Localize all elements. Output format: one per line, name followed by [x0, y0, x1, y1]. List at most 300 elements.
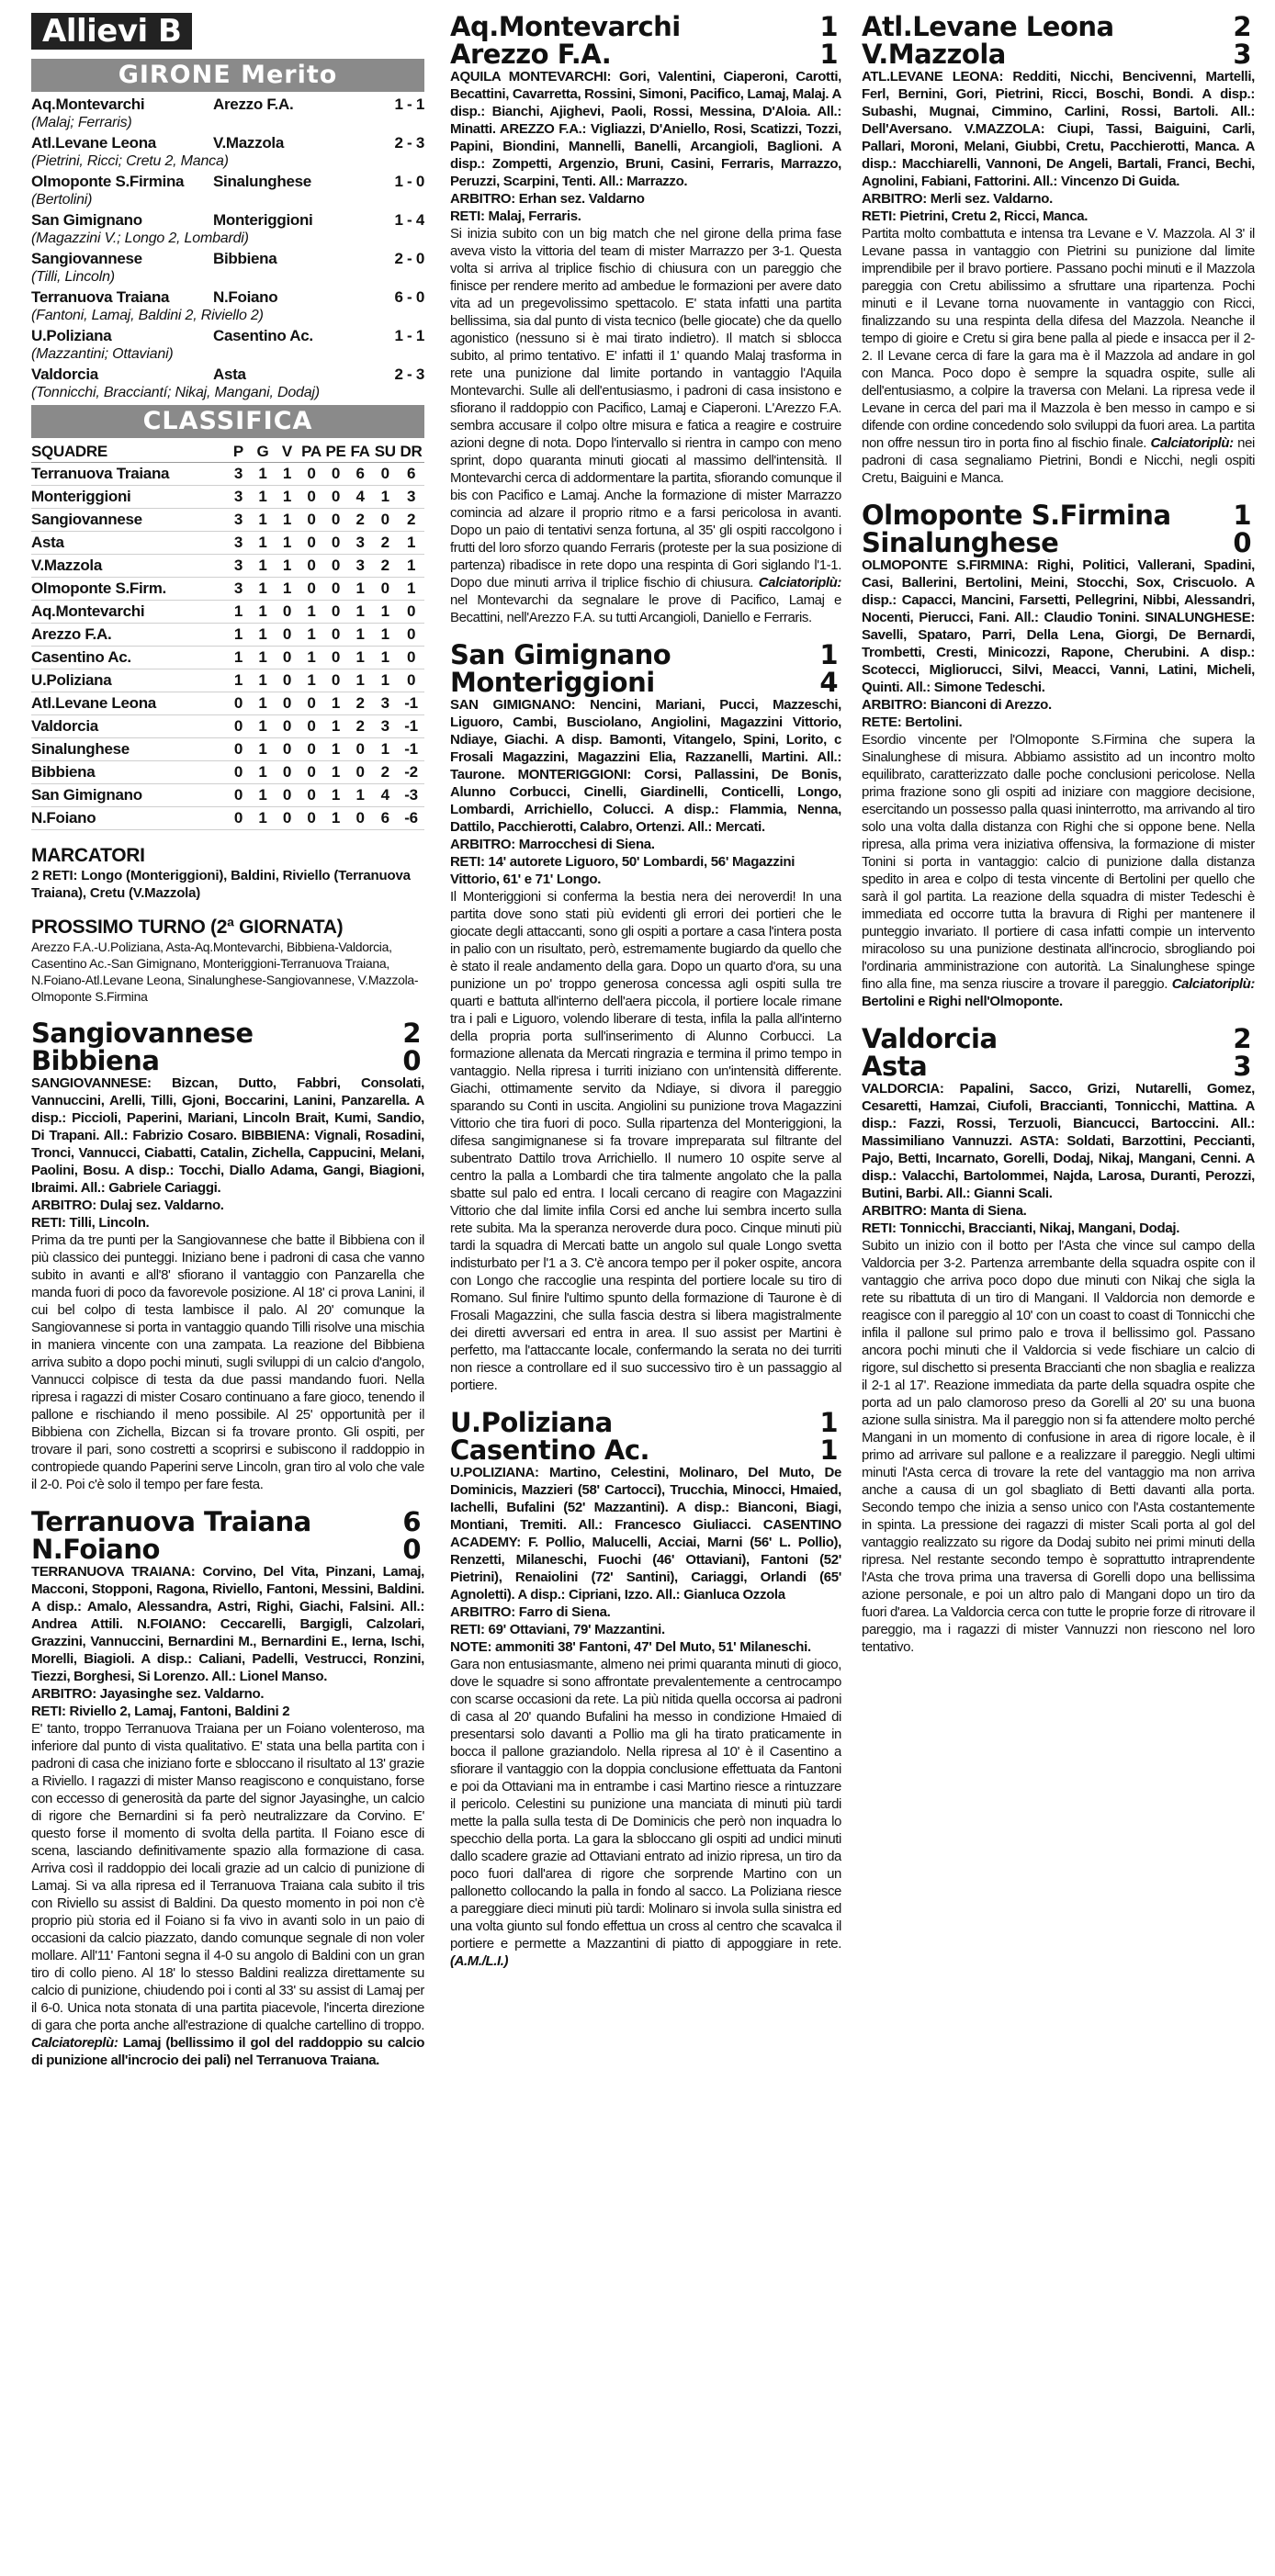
match-report: Esordio vincente per l'Olmoponte S.Firmina che supera la Sinalunghese di misura. Abbiamo assistito ad un incontro molto equilibrato, caratterizzato dalle poche conclusioni pericolose. Nella prima frazione sono gli ospiti ad iniziare con maggiore decisione, esercitando un possesso palla quasi ininterrotto, ma arrivando al tiro solo una volta dalla distanza con Righi che si oppone bene. Nella ripresa, alla prima vera iniziativa offensiva, la formazione di mister Tonini si porta in vantaggio: calcio di punizione dalla distanza spedito in area e colpo di testa vincente di Bertolini per quello che sarà il gol partita. La reazione della squadra di mister Tedeschi è immediata ed occorre tutta la bravura di Righi per mantenere il punteggio invariato. Il portiere di casa infatti compie un intervento miracoloso su una punizione destinata all'incrocio, sbrogliando poi l'ordinaria amministrazione con autorità. La Sinalunghese spinge fino alla fine, ma senza riuscire a trovare il pareggio. — [862, 732, 1255, 992]
result-score: 1 - 1 — [394, 96, 424, 113]
match-home-score: 1 — [819, 1407, 838, 1438]
turno-title: PROSSIMO TURNO (2ª GIORNATA) — [31, 917, 344, 938]
standings-cell: 3 — [348, 555, 373, 578]
standings-team: Sinalunghese — [31, 738, 226, 761]
standings-team: N.Foiano — [31, 807, 226, 830]
result-scorers: (Magazzini V.; Longo 2, Lombardi) — [31, 231, 249, 246]
standings-cell: 0 — [398, 647, 424, 669]
standings-cell: 1 — [372, 624, 398, 647]
standings-row — [31, 578, 424, 601]
standings-cell: 1 — [251, 692, 276, 715]
standings-cell: 4 — [372, 784, 398, 807]
result-score: 1 - 4 — [394, 211, 424, 229]
standings-cell: 6 — [398, 463, 424, 486]
player-of-match-text: nei padroni di casa segnaliamo Pietrini, Bondi e Nicchi, negli ospiti Cretu, Baiguini e Manca. — [862, 435, 1255, 486]
player-of-match-label: Calciatoriplù: — [1150, 435, 1234, 451]
standings-cell: 1 — [348, 601, 373, 624]
standings-cell: -2 — [398, 761, 424, 784]
result-home: San Gimignano — [31, 211, 142, 229]
match-home-score: 2 — [1233, 1023, 1251, 1054]
match-home: Olmoponte S.Firmina — [862, 500, 1171, 531]
match-report: Si inizia subito con un big match che nel girone della prima fase aveva visto la vittoria del team di mister Marrazzo per 3-1. Questa volta si arriva al triplice fischio di chiusura con un pareggio che finisce per rendere merito ad ambedue le formazioni per avere dato vita ad un pregevolissimo spettacolo. E' stata infatti una partita bellissima, sia dal punto di vista tecnico (belle giocate) che da quello agonistico (nessuno si è mai tirato indietro). Il match si sblocca subito, al primo tentativo. E' infatti il 1' quando Malaj trasforma in rete una punizione dal limite portando in vantaggio l'Aquila Montevarchi. Sulle ali dell'entusiasmo, i padroni di casa insistono e sfiorano il raddoppio con Pacifico, Lamaj e Ciaperoni. L'Arezzo F.A. sembra accusare il colpo oltre misura e fatica a reagire e costruire azioni degne di nota. Dopo l'intervallo si rientra in campo con meno sprint, dopo quaranta minuti giocati al massimo dell'intensità. Il Montevarchi cerca di addormentare la partita, sfiorando comunque il bis con Pacifico e Lamaj. Anche la formazione di mister Marrazzo comincia ad alzare il proprio ritmo e a farsi pericolosa in avanti. Dopo un paio di tentativi senza fortuna, al 35' gli ospiti raccolgono i frutti del loro sforzo quando Ferraris (proteste per la sua posizione di partenza) ribadisce in rete dopo una respinta di Gori siglando l'1-1. Dopo due minuti arriva il triplice fischio di chiusura. — [450, 226, 841, 591]
standings-team: Monteriggioni — [31, 486, 226, 509]
standings-cell: -1 — [398, 738, 424, 761]
standings-cell: 1 — [226, 624, 251, 647]
standings-cell: 1 — [275, 532, 299, 555]
match-goals: RETI: Malaj, Ferraris. — [450, 208, 581, 224]
standings-cell: 0 — [226, 738, 251, 761]
match-away-score: 3 — [1233, 39, 1251, 70]
standings-row — [31, 692, 424, 715]
match-report-block — [862, 225, 1255, 487]
classifica-banner: CLASSIFICA — [31, 405, 424, 438]
result-item — [31, 173, 424, 208]
standings-cell: 1 — [323, 738, 348, 761]
column-left — [31, 13, 424, 2069]
standings-cell: 1 — [372, 738, 398, 761]
player-of-match-text: Bertolini e Righi nell'Olmoponte. — [862, 994, 1063, 1009]
standings-row — [31, 509, 424, 532]
match-home-score: 2 — [402, 1018, 421, 1049]
standings-cell: 0 — [299, 784, 324, 807]
standings-cell: 1 — [275, 578, 299, 601]
standings-row — [31, 669, 424, 692]
turno-text: Arezzo F.A.-U.Poliziana, Asta-Aq.Montevarchi, Bibbiena-Valdorcia, Casentino Ac.-San Gimignano, Monteriggioni-Terranuova Traiana, N.Foiano-Atl.Levane Leona, Sinalunghese-Sangiovannese, V.Mazzola-Olmoponte S.Firmina — [31, 939, 419, 1004]
standings-cell: -3 — [398, 784, 424, 807]
column-center — [450, 13, 841, 1970]
author-signature: (A.M./L.I.) — [450, 1953, 509, 1969]
standings-cell: 0 — [323, 509, 348, 532]
match-report: Il Monteriggioni si conferma la bestia nera dei neroverdi! In una partita dove sono stati più evidenti gli errori dei portieri che le giocate degli attaccanti, sono gli ospiti a portare a casa l'intera posta in palio con un risultato, però, estremamente bugiardo da quello che è stato il reale andamento della gara. Dopo un quarto d'ora, su una punizione un po' troppo generosa concessa agli ospiti sulla tre quarti e battuta all'interno dell'aera piccola, il portiere locale rimane tra i pali e Liguoro, volendo liberare di testa, infila la palla all'interno della propria porta sull'inserimento di Alunno Corbucci. La formazione allenata da Mercati ringrazia e termina il primo tempo in vantaggio. Nella ripresa i turriti iniziano con un'intensità differente. Giachi, ottimamente servito da Ndiaye, si divora il pareggio sparando su Conti in uscita. Angiolini su punizione trova Magazzini Vittorio che tira fuori di poco. Sulla ripartenza del Monteriggioni, la difesa sangimignanese si fa trovare impreparata sul filtrante del subentrato Dattilo trova Arrichiello. Il numero 10 ospite serve al centro la palla a Lombardi che tira talmente angolato che la palla sbatte sul palo ed entra. I locali cercano di reagire con Magazzini Vittorio che dal limite infila Corsi ed anche lui sembra incerto sulla rete subita. Ma la speranza neroverde dura poco. Cinque minuti più tardi la squadra di Mercati batte un angolo sul quale Longo svetta indisturbato per l'1 a 3. C'è ancora tempo per il poker ospite, ancora con Longo che raccoglie una respinta del portiere locale su tiro di Romano. Sul finire l'ultimo spunto della formazione di Taurone è di Frosali Magazzini, che sulla fascia destra si libera magistralmente dei diretti avversari ed entra in area. Il suo assist per Martini è perfetto, ma l'attaccante locale, confermando la serata no dei turriti non riesce a controllare ed il suo successivo tiro è un passaggio al portiere. — [450, 889, 841, 1393]
standings-cell: 0 — [299, 555, 324, 578]
standings-cell: 2 — [348, 509, 373, 532]
standings-cell: 0 — [323, 463, 348, 486]
standings-cell: 1 — [348, 784, 373, 807]
result-away: N.Foiano — [213, 288, 278, 306]
standings-cell: 0 — [299, 509, 324, 532]
standings-team: V.Mazzola — [31, 555, 226, 578]
player-of-match-label: Calciatoriplù: — [1171, 976, 1255, 992]
match-home-score: 2 — [1233, 13, 1251, 42]
match-lineup: SAN GIMIGNANO: Nencini, Mariani, Pucci, Mazzeschi, Liguoro, Cambi, Busciolano, Angiolini, Magazzini Vittorio, Ndiaye, Giachi. A disp. Bamonti, Vitangelo, Spini, Lorito, c Frosali Magazzini, Magazzini Elia, Razzanelli, Martini. All.: Taurone. MONTERIGGIONI: Corsi, Pallassini, De Bonis, Alunno Corbucci, Cinelli, Giardinelli, Conticelli, Longo, Lombardi, Arrichiello, Colucci. A disp.: Flammia, Nenna, Dattilo, Pacchierotti, Calabro, Ortenzi. All.: Mercati. — [450, 697, 841, 835]
standings-cell: 1 — [251, 669, 276, 692]
col-header: V — [275, 442, 299, 463]
standings-cell: 1 — [299, 624, 324, 647]
standings-row — [31, 624, 424, 647]
standings-cell: 3 — [226, 555, 251, 578]
standings-cell: 1 — [372, 647, 398, 669]
col-header: G — [251, 442, 276, 463]
result-scorers: (Mazzantini; Ottaviani) — [31, 346, 174, 362]
standings-cell: 0 — [398, 624, 424, 647]
standings-cell: 0 — [348, 807, 373, 830]
standings-row — [31, 647, 424, 669]
col-header: PE — [323, 442, 348, 463]
result-away: Monteriggioni — [213, 211, 313, 229]
result-item — [31, 211, 424, 247]
standings-row — [31, 738, 424, 761]
standings-cell: 1 — [323, 715, 348, 738]
standings-cell: 0 — [275, 761, 299, 784]
match-away-score: 0 — [1233, 527, 1251, 558]
match-lineup: U.POLIZIANA: Martino, Celestini, Molinaro, Del Muto, De Dominicis, Mazzieri (58' Cartocci), Trucchia, Minocci, Hmaied, Iachelli, Bufalini (52' Mazzantini). A disp.: Bianconi, Biagi, Montiani, Tremiti. All.: Francesco Giuliacci. CASENTINO ACADEMY: F. Pollio, Malucelli, Acciai, Marni (56' L. Pollio), Renzetti, Milaneschi, Fuochi (46' Ottaviani), Fantoni (52' Pietrini), Renaiolini (72' Santini), Cariaggi, Orlandi (65' Agnoletti). A disp.: Cipriani, Izzo. All.: Gianluca Ozzola — [450, 1465, 841, 1603]
standings-cell: 1 — [299, 669, 324, 692]
result-score: 2 - 3 — [394, 366, 424, 383]
match-notes: NOTE: ammoniti 38' Fantoni, 47' Del Muto, 51' Milaneschi. — [450, 1639, 811, 1655]
standings-cell: 0 — [299, 463, 324, 486]
standings-cell: 0 — [275, 647, 299, 669]
section-title: Allievi B — [31, 13, 192, 50]
standings-cell: -1 — [398, 715, 424, 738]
standings-cell: 1 — [348, 624, 373, 647]
standings-cell: 0 — [323, 578, 348, 601]
standings-cell: 0 — [398, 669, 424, 692]
standings-cell: 1 — [348, 647, 373, 669]
match-referee: ARBITRO: Merli sez. Valdarno. — [862, 191, 1054, 207]
match-goals: RETI: Tilli, Lincoln. — [31, 1215, 150, 1231]
standings-cell: 1 — [275, 486, 299, 509]
standings-cell: 0 — [348, 738, 373, 761]
match-lineup: OLMOPONTE S.FIRMINA: Righi, Politici, Vallerani, Spadini, Casi, Ballerini, Bertolini, Meini, Stocchi, Sox, Criscuolo. A disp.: Capacci, Mancini, Farsetti, Pellegrini, Nibbi, Alessandri, Nocenti, Pierucci, Fani. All.: Claudio Tonini. SINALUNGHESE: Savelli, Spataro, Parri, Della Lena, Giorgi, De Bernardi, Trombetti, Cresti, Minicozzi, Rapone, Cherubini. A disp.: Scotecci, Migliorucci, Silvi, Meacci, Vanni, Latini, Micheli, Quinti. All.: Simone Tedeschi. — [862, 557, 1255, 695]
standings-cell: 0 — [275, 601, 299, 624]
result-away: Arezzo F.A. — [213, 96, 294, 113]
result-item — [31, 288, 424, 324]
match-home: San Gimignano — [450, 639, 671, 670]
match-referee: ARBITRO: Jayasinghe sez. Valdarno. — [31, 1686, 265, 1702]
match-referee: ARBITRO: Farro di Siena. — [450, 1604, 611, 1620]
standings-cell: 1 — [226, 601, 251, 624]
standings-cell: 1 — [323, 761, 348, 784]
standings-cell: 2 — [372, 761, 398, 784]
match-away: Monteriggioni — [450, 667, 655, 698]
standings-row — [31, 761, 424, 784]
match-report: Partita molto combattuta e intensa tra Levane e V. Mazzola. Al 3' il Levane passa in vantaggio con Pietrini su punizione dal limite imprendibile per il bravo portiere. Passano pochi minuti e il Mazzola pareggia con Cretu abilissimo a sfruttare una ripartenza. Pochi minuti e il Levane torna nuovamente in vantaggio con Ricci, finalizzando su una respinta della difesa del Mazzola. Neanche il tempo di gioire e Cretu si gira bene palla al piede e insacca per il 2-2. Il Levane cerca di fare la gara ma è il Mazzola ad andare in gol con Manca. Poco dopo è sempre la squadra ospite, sulle ali dell'entusiasmo, a colpire la traversa con Melani. La ripresa vede il Levane in cerca del pari ma il Mazzola è ben messo in campo e si difende con ordine concedendo solo sviluppi da fuori area. La partita non offre nessun tiro in porta fino al fischio finale. — [862, 226, 1255, 451]
match-home: Valdorcia — [862, 1023, 998, 1054]
standings-cell: 1 — [251, 578, 276, 601]
match-away: N.Foiano — [31, 1534, 160, 1565]
standings-cell: 0 — [299, 486, 324, 509]
match-home-score: 6 — [402, 1506, 421, 1537]
standings-cell: 0 — [323, 601, 348, 624]
standings-cell: 1 — [251, 555, 276, 578]
standings-cell: 1 — [348, 578, 373, 601]
standings-cell: 1 — [398, 578, 424, 601]
standings-cell: 0 — [372, 509, 398, 532]
match-article — [862, 1025, 1255, 1656]
standings-header-row — [31, 442, 424, 463]
match-home: Atl.Levane Leona — [862, 13, 1114, 42]
match-article — [450, 13, 841, 626]
girone-banner: GIRONE Merito — [31, 59, 424, 92]
standings-cell: 0 — [275, 738, 299, 761]
match-referee: ARBITRO: Bianconi di Arezzo. — [862, 697, 1052, 713]
result-scorers: (Fantoni, Lamaj, Baldini 2, Riviello 2) — [31, 308, 264, 323]
results-list — [31, 96, 424, 401]
result-scorers: (Tonnicchi, Bracciantí; Nikaj, Mangani, Dodaj) — [31, 385, 320, 400]
standings-cell: 1 — [251, 715, 276, 738]
standings-cell: 3 — [226, 509, 251, 532]
result-away: Casentino Ac. — [213, 327, 313, 344]
col-header: SU — [372, 442, 398, 463]
match-report-block — [31, 1720, 424, 2069]
standings-cell: 1 — [226, 669, 251, 692]
match-goals: RETI: Tonnicchi, Braccianti, Nikaj, Mangani, Dodaj. — [862, 1221, 1180, 1236]
match-away: Sinalunghese — [862, 527, 1059, 558]
standings-team: Arezzo F.A. — [31, 624, 226, 647]
match-referee: ARBITRO: Erhan sez. Valdarno — [450, 191, 645, 207]
match-away-score: 3 — [1233, 1051, 1251, 1082]
standings-cell: 0 — [275, 807, 299, 830]
match-referee: ARBITRO: Manta di Siena. — [862, 1203, 1027, 1219]
result-score: 2 - 0 — [394, 250, 424, 267]
col-header: PA — [299, 442, 324, 463]
match-article — [450, 1409, 841, 1970]
match-away-score: 0 — [402, 1045, 421, 1076]
match-away: Casentino Ac. — [450, 1434, 650, 1466]
standings-cell: 2 — [398, 509, 424, 532]
standings-cell: 1 — [251, 738, 276, 761]
match-referee: ARBITRO: Marrocchesi di Siena. — [450, 837, 655, 852]
match-report: E' tanto, troppo Terranuova Traiana per un Foiano volenteroso, ma inferiore dal punto di vista qualitativo. E' stata una bella partita con i padroni di casa che iniziano forte e sbloccano il risultato al 13' grazie a Riviello. I ragazzi di mister Manso reagiscono e conquistano, forse con eccesso di generosità da parte del signor Jayasinghe, un calcio di rigore che Bernardini si fa però neutralizzare da Corvino. E' questo forse il momento di svolta della partita. Il Foiano esce di scena, lasciando definitivamente spazio alla formazione di casa. Arriva così il raddoppio dei locali grazie ad un calcio di punizione di Lamaj. Si va alla ripresa ed il Terranuova Traiana cala subito il tris con Riviello su assist di Baldini. Da questo momento in poi non c'è proprio più storia ed il Foiano si fa vivo in avanti solo in un paio di occasioni da calcio piazzato, dando comunque segnale di non voler mollare. All'11' Fantoni segna il 4-0 su angolo di Baldini con un gran tiro di collo pieno. Al 18' lo stesso Baldini realizza direttamente su calcio di punizione, chiudendo poi i conti al 33' su assist di Lamaj per il 6-0. Unica nota stonata di una partita piacevole, l'incerta direzione di gara che porta anche all'estrazione di qualche cartellino di troppo. — [31, 1721, 424, 2033]
standings-cell: 0 — [226, 715, 251, 738]
match-article — [450, 641, 841, 1394]
standings-cell: 1 — [251, 601, 276, 624]
result-home: Valdorcia — [31, 366, 98, 383]
standings-cell: 0 — [299, 807, 324, 830]
standings-cell: 0 — [323, 486, 348, 509]
standings-cell: 2 — [372, 555, 398, 578]
standings-cell: 1 — [251, 807, 276, 830]
match-lineup: SANGIOVANNESE: Bizcan, Dutto, Fabbri, Consolati, Vannuccini, Arelli, Tilli, Gjoni, Boccarini, Lanini, Panzarella. A disp.: Piccioli, Paperini, Mariani, Lincoln Brait, Kumi, Sandio, Di Trapani. All.: Fabrizio Cosaro. BIBBIENA: Vignali, Rosadini, Tronci, Vannucci, Ciabatti, Catalin, Zichella, Cappucini, Melani, Paolini, Bosu. A disp.: Tocchi, Diallo Adama, Gangi, Biagioni, Ibraimi. All.: Gabriele Cariaggi. — [31, 1075, 424, 1196]
match-home-score: 1 — [819, 13, 838, 42]
match-goals: RETE: Bertolini. — [862, 714, 963, 730]
standings-cell: 0 — [275, 715, 299, 738]
standings-team: Atl.Levane Leona — [31, 692, 226, 715]
standings-cell: 0 — [372, 463, 398, 486]
standings-cell: 3 — [226, 578, 251, 601]
standings-team: Bibbiena — [31, 761, 226, 784]
match-home: U.Poliziana — [450, 1407, 613, 1438]
result-home: Aq.Montevarchi — [31, 96, 145, 113]
col-header: FA — [348, 442, 373, 463]
standings-cell: 1 — [251, 647, 276, 669]
standings-cell: 3 — [226, 532, 251, 555]
standings-row — [31, 807, 424, 830]
standings-cell: 0 — [299, 761, 324, 784]
result-home: Olmoponte S.Firmina — [31, 173, 185, 190]
standings-cell: 3 — [348, 532, 373, 555]
standings-cell: 1 — [251, 463, 276, 486]
standings-cell: 1 — [251, 532, 276, 555]
standings-cell: 6 — [348, 463, 373, 486]
standings-cell: 1 — [372, 669, 398, 692]
standings-team: Asta — [31, 532, 226, 555]
standings-cell: 0 — [398, 601, 424, 624]
standings-cell: 0 — [226, 807, 251, 830]
standings-cell: -6 — [398, 807, 424, 830]
standings-cell: 1 — [398, 532, 424, 555]
result-score: 6 - 0 — [394, 288, 424, 306]
standings-team: Olmoponte S.Firm. — [31, 578, 226, 601]
player-of-match-text: nel Montevarchi da segnalare le prove di Pacifico, Lamaj e Becattini, nell'Arezzo F.A. su tutti Arcangioli, Daniello e Ferraris. — [450, 592, 841, 625]
match-home-score: 1 — [1233, 500, 1251, 531]
standings-cell: 0 — [226, 784, 251, 807]
standings-row — [31, 532, 424, 555]
match-lineup: VALDORCIA: Papalini, Sacco, Grizi, Nutarelli, Gomez, Cesaretti, Hamzai, Ciufoli, Braccianti, Tonnicchi, Mattina. A disp.: Fazzi, Rossi, Terzuoli, Biancucci, Bartoccini. All.: Massimiliano Vannuzzi. ASTA: Soldati, Barzottini, Peccianti, Pajo, Betti, Incarnato, Gorelli, Dodaj, Nikaj, Mangani, Cenni. A disp.: Valacchi, Bartolommei, Najda, Larosa, Duranti, Perozzi, Butini, Barbi. All.: Gianni Scali. — [862, 1081, 1255, 1201]
result-item — [31, 134, 424, 170]
standings-cell: 3 — [398, 486, 424, 509]
standings-cell: 1 — [323, 692, 348, 715]
standings-cell: 0 — [226, 692, 251, 715]
result-home: Atl.Levane Leona — [31, 134, 156, 152]
standings-cell: 1 — [251, 486, 276, 509]
standings-team: Casentino Ac. — [31, 647, 226, 669]
standings-cell: 1 — [398, 555, 424, 578]
standings-cell: 0 — [299, 692, 324, 715]
standings-team: Sangiovannese — [31, 509, 226, 532]
standings-row — [31, 555, 424, 578]
result-home: Terranuova Traiana — [31, 288, 170, 306]
marcatori-text: 2 RETI: Longo (Monteriggioni), Baldini, Riviello (Terranuova Traiana), Cretu (V.Mazzola) — [31, 868, 411, 901]
match-away: Arezzo F.A. — [450, 39, 612, 70]
standings-cell: 0 — [323, 647, 348, 669]
standings-cell: 0 — [299, 738, 324, 761]
standings-cell: 1 — [323, 784, 348, 807]
standings-cell: 0 — [372, 578, 398, 601]
standings-cell: 0 — [348, 761, 373, 784]
col-header: P — [226, 442, 251, 463]
match-away-score: 0 — [402, 1534, 421, 1565]
result-away: Bibbiena — [213, 250, 277, 267]
col-header: DR — [398, 442, 424, 463]
match-report: Prima da tre punti per la Sangiovannese che batte il Bibbiena con il più classico dei punteggi. Iniziano bene i padroni di casa che vanno subito in avanti e all'8' sfiorano il vantaggio con Panzarella che manda fuori di poco da favorevole posizione. Al 18' ci prova Lanini, il cui bel colpo di testa lambisce il palo. Al 20' comunque la Sangiovannese si porta in vantaggio quando Tilli risolve una mischia in maniera vincente con una zampata. La reazione del Bibbiena arriva subito a dopo pochi minuti, sugli sviluppi di un calcio d'angolo, Vannucci colpisce di testa da due passi mandando fuori. Nella ripresa i ragazzi di mister Cosaro continuano a fare gioco, tenendo il pallone e rischiando il meno possibile. Al 25' opportunità per il Bibbiena con Zichella, Bizcan si fa trovare pronto. Gli ospiti, per trovare il pari, sono costretti a scoprirsi e subiscono il raddoppio in contropiede quando Paperini serve Lincoln, gran tiro al volo che vale il 2-0. Poi c'è solo il tempo per fare festa. — [31, 1232, 424, 1492]
standings-cell: 1 — [372, 601, 398, 624]
match-report-block — [862, 731, 1255, 1010]
match-article — [31, 1019, 424, 1493]
standings-row — [31, 463, 424, 486]
standings-cell: 0 — [275, 784, 299, 807]
match-away: Bibbiena — [31, 1045, 160, 1076]
standings-row — [31, 784, 424, 807]
standings-cell: 3 — [226, 486, 251, 509]
standings-cell: 0 — [323, 624, 348, 647]
match-away-score: 4 — [819, 667, 838, 698]
result-score: 1 - 0 — [394, 173, 424, 190]
match-article — [862, 13, 1255, 487]
standings-team: San Gimignano — [31, 784, 226, 807]
standings-team: Valdorcia — [31, 715, 226, 738]
standings-cell: 0 — [323, 532, 348, 555]
standings-team: Aq.Montevarchi — [31, 601, 226, 624]
result-away: Asta — [213, 366, 246, 383]
standings-cell: 1 — [299, 601, 324, 624]
match-report: Gara non entusiasmante, almeno nei primi quaranta minuti di gioco, dove le squadre si sono affrontate prevalentemente a centrocampo con scarse occasioni da rete. La più nitida quella occorsa ai padroni di casa al 20' quando Bufalini ha messo in condizione Hmaied di presentarsi solo davanti a Pollio ma gli ha tirato praticamente in bocca il pallone graziandolo. Nella ripresa al 10' è il Casentino a sfiorare il vantaggio con la doppia conclusione effettuata da Fantoni e poi da Ottaviani ma in entrambe i casi Martino riesce a rintuzzare il pericolo. Celestini su punizione una manciata di minuti più tardi mette la palla sulla testa di De Dominicis che però non inquadra lo specchio della porta. La gara la sbloccano gli ospiti ad undici minuti dallo scadere grazie ad Ottaviani entrato ad inizio ripresa, un tiro da poco fuori dall'area di rigore che sorprende Martino con un pallonetto collocando la palla in fondo al sacco. La Poliziana riesce a pareggiare dieci minuti più tardi: Molinaro si invola sulla sinistra ed una volta giunto sul fondo effettua un cross al centro che scavalca il portiere e permette a Mazzantini di piatto di appoggiare in rete. — [450, 1657, 841, 1952]
standings-cell: 1 — [275, 509, 299, 532]
standings-cell: -1 — [398, 692, 424, 715]
result-scorers: (Bertolini) — [31, 192, 93, 208]
column-right — [862, 13, 1255, 1656]
standings-cell: 1 — [226, 647, 251, 669]
standings-cell: 2 — [372, 532, 398, 555]
standings-cell: 0 — [323, 555, 348, 578]
standings-table — [31, 442, 424, 830]
match-home: Sangiovannese — [31, 1018, 254, 1049]
standings-cell: 1 — [251, 784, 276, 807]
standings-cell: 3 — [372, 692, 398, 715]
result-scorers: (Tilli, Lincoln) — [31, 269, 115, 285]
match-away-score: 1 — [819, 1434, 838, 1466]
standings-cell: 0 — [226, 761, 251, 784]
standings-cell: 1 — [251, 509, 276, 532]
result-away: Sinalunghese — [213, 173, 311, 190]
match-goals: RETI: Riviello 2, Lamaj, Fantoni, Baldini 2 — [31, 1704, 290, 1719]
standings-cell: 1 — [275, 463, 299, 486]
result-home: Sangiovannese — [31, 250, 142, 267]
player-of-match-label: Calciatoriplù: — [758, 575, 841, 591]
match-away-score: 1 — [819, 39, 838, 70]
match-article — [31, 1508, 424, 2069]
standings-cell: 1 — [251, 624, 276, 647]
result-score: 1 - 1 — [394, 327, 424, 344]
standings-cell: 3 — [372, 715, 398, 738]
standings-cell: 3 — [226, 463, 251, 486]
result-away: V.Mazzola — [213, 134, 284, 152]
standings-cell: 1 — [299, 647, 324, 669]
match-home: Aq.Montevarchi — [450, 13, 681, 42]
player-of-match-label: Calciatoreplù: — [31, 2035, 118, 2051]
match-home-score: 1 — [819, 639, 838, 670]
result-home: U.Poliziana — [31, 327, 112, 344]
match-goals: RETI: 14' autorete Liguoro, 50' Lombardi, 56' Magazzini Vittorio, 61' e 71' Longo. — [450, 854, 795, 887]
result-item — [31, 250, 424, 286]
match-lineup: ATL.LEVANE LEONA: Redditi, Nicchi, Bencivenni, Martelli, Ferl, Bernini, Gori, Pietrini, Ricci, Boschi, Bondi. A disp.: Subashi, Mugnai, Cimmino, Carlini, Rossi, Bartoli. All.: Dell'Aversano. V.MAZZOLA: Ciupi, Tassi, Baiguini, Carli, Pallari, Moroni, Melani, Giubbi, Cretu, Pacchierotti, Manca. A disp.: Macchiarelli, Vannoni, De Angeli, Bartali, Franci, Bechi, Agnolini, Fabiani, Fattorini. All.: Vincenzo Di Guida. — [862, 69, 1255, 189]
match-report-block — [450, 1656, 841, 1970]
standings-cell: 0 — [323, 669, 348, 692]
standings-cell: 1 — [348, 669, 373, 692]
result-scorers: (Malaj; Ferraris) — [31, 115, 132, 130]
standings-cell: 0 — [299, 532, 324, 555]
match-lineup: TERRANUOVA TRAIANA: Corvino, Del Vita, Pinzani, Lamaj, Macconi, Stopponi, Ragona, Riviello, Fantoni, Messini, Baldini. A disp.: Amalo, Alessandra, Astri, Righi, Giachi, Falsini. All.: Andrea Attili. N.FOIANO: Ceccarelli, Bargigli, Calzolari, Grazzini, Vannuccini, Bernardini M., Bernardini E., Ierna, Ischi, Morelli, Biagioli. A disp.: Caliani, Padelli, Vestrucci, Ronzini, Tiezzi, Borghesi, Si Lorenzo. All.: Lionel Manso. — [31, 1564, 424, 1684]
result-item — [31, 96, 424, 131]
result-item — [31, 366, 424, 401]
standings-cell: 1 — [372, 486, 398, 509]
standings-cell: 6 — [372, 807, 398, 830]
standings-cell: 1 — [275, 555, 299, 578]
standings-team: U.Poliziana — [31, 669, 226, 692]
match-goals: RETI: Pietrini, Cretu 2, Ricci, Manca. — [862, 208, 1089, 224]
standings-row — [31, 715, 424, 738]
match-report-block — [450, 225, 841, 626]
match-lineup: AQUILA MONTEVARCHI: Gori, Valentini, Ciaperoni, Carotti, Becattini, Cavarretta, Rossini, Simoni, Pacifico, Lamaj, Malaj. A disp.: Bianchi, Ajighevi, Paoli, Rossi, Messina, D'Aloia. All.: Minatti. AREZZO F.A.: Vigliazzi, D'Aniello, Rosi, Scatizzi, Tozzi, Papini, Biondini, Mannelli, Banelli, Arcangioli, Baglioni. A disp.: Zompetti, Argenzio, Bruni, Casini, Ferraris, Marrazzo, Peruzzi, Scarpini, Tenti. All.: Marrazzo. — [450, 69, 841, 189]
player-of-match-text: Lamaj (bellissimo il gol del raddoppio su calcio di punizione all'incrocio dei pali) nel Terranuova Traiana. — [31, 2035, 424, 2068]
standings-team: Terranuova Traiana — [31, 463, 226, 486]
match-report: Subito un inizio con il botto per l'Asta che vince sul campo della Valdorcia per 3-2. Partenza arrembante della squadra ospite con il vantaggio che arriva poco dopo due minuti con Nikaj che sigla la rete su ribattuta di un tiro di Mangani. Il Valdorcia non demorde e reagisce con il pareggio al 10' con un coast to coast di Tonnicchi che infila il pallone sul primo palo e trova il bellissimo gol. Passano ancora pochi minuti che il Valdorcia si vede fischiare un calcio di rigore, sul dischetto si presenta Braccianti che non sbaglia e realizza il 2-1 al 17'. Reazione immediata da parte della squadra ospite che porta ad un palo clamoroso preso da Gorelli al 20' su una buona azione sulla sinistra. Ma il pareggio non si fa attendere molto perché Mangani in un momento di confusione in area di rigore locale, è il primo ad arrivare sul pallone e a realizzare il pareggio. Negli ultimi minuti l'Asta cerca di trovare la rete del vantaggio ma non arriva anche a causa di un gol sbagliato di Betti davanti alla porta. Secondo tempo che inizia a senso unico con l'Asta costantemente in spinta. La pressione dei ragazzi di mister Scali porta al gol del vantaggio realizzato su rigore da Dodaj subito nei primi minuti della ripresa. Nel restante secondo tempo è soprattutto intraprendente l'Asta che trova prima una traversa di Gorelli dopo una bellissima azione personale, e poi un altro palo di Mangani dopo un tiro da fuori d'area. La Valdorcia cerca con tutte le proprie forze di ritrovare il pareggio, ma i ragazzi di mister Vannuzzi non riescono nel loro tentativo. — [862, 1238, 1255, 1655]
match-referee: ARBITRO: Dulaj sez. Valdarno. — [31, 1198, 224, 1213]
col-header: SQUADRE — [31, 442, 226, 463]
match-article — [862, 501, 1255, 1010]
standings-cell: 0 — [299, 715, 324, 738]
standings-cell: 0 — [275, 624, 299, 647]
standings-cell: 1 — [323, 807, 348, 830]
match-home: Terranuova Traiana — [31, 1506, 311, 1537]
standings-row — [31, 601, 424, 624]
match-away: Asta — [862, 1051, 928, 1082]
standings-cell: 2 — [348, 715, 373, 738]
standings-cell: 4 — [348, 486, 373, 509]
standings-cell: 1 — [251, 761, 276, 784]
match-goals: RETI: 69' Ottaviani, 79' Mazzantini. — [450, 1622, 665, 1637]
standings-cell: 0 — [275, 669, 299, 692]
